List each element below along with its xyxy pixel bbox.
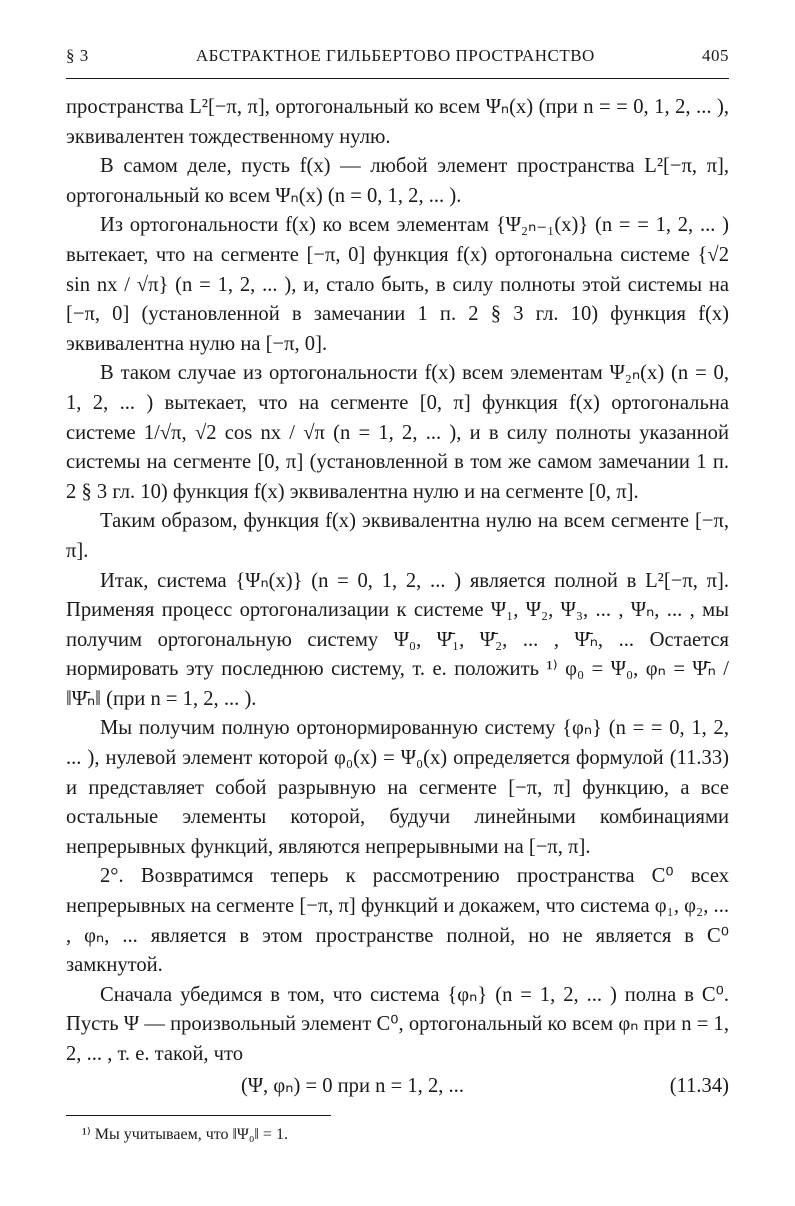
paragraph: 2°. Возвратимся теперь к рассмотрению пространства C⁰ всех непрерывных на сегменте [−π, π] функций и докажем, что система φ₁, φ₂, ... , φₙ, ... является в этом пространстве полной, но не является в C⁰ замкнутой. bbox=[66, 865, 729, 977]
equation-number: (11.34) bbox=[669, 1074, 729, 1097]
footnote-rule bbox=[66, 1115, 331, 1116]
paragraph: Из ортогональности f(x) ко всем элементам {Ψ₂ₙ₋₁(x)} (n = = 1, 2, ... ) вытекает, что на сегменте [−π, 0] функция f(x) ортогональна системе {√2 sin nx / √π} (n = 1, 2, ... ), и, стало быть, в силу полноты этой системы на [−π, 0] (установленной в замечании 1 п. 2 § 3 гл. 10) функция f(x) эквивалентна нулю на [−π, 0]. bbox=[66, 214, 729, 355]
paragraph: Итак, система {Ψₙ(x)} (n = 0, 1, 2, ... ) является полной в L²[−π, π]. Применяя процесс ортогонализации к системе Ψ₁, Ψ₂, Ψ₃, ... , Ψₙ, ... , мы получим ортогональную систему Ψ₀, Ψ̄₁, Ψ̄₂, ... , Ψ̄ₙ, ... Остается нормировать эту последнюю систему, т. е. положить ¹⁾ φ₀ = Ψ₀, φₙ = Ψ̄ₙ / ‖Ψ̄ₙ‖ (при n = 1, 2, ... ). bbox=[66, 569, 729, 710]
paragraph: В самом деле, пусть f(x) — любой элемент пространства L²[−π, π], ортогональный ко всем Ψₙ(x) (n = 0, 1, 2, ... ). bbox=[66, 155, 729, 207]
body-text bbox=[66, 93, 729, 1101]
footnote: ¹⁾ Мы учитываем, что ‖Ψ₀‖ = 1. bbox=[82, 1126, 288, 1144]
running-header bbox=[66, 46, 729, 79]
paragraph: В таком случае из ортогональности f(x) всем элементам Ψ₂ₙ(x) (n = 0, 1, 2, ... ) вытекает, что на сегменте [0, π] функция f(x) ортогональна системе 1/√π, √2 cos nx / √π (n = 1, 2, ... ), и в силу полноты указанной системы на сегменте [0, π] (установленной в том же самом замечании 1 п. 2 § 3 гл. 10) функция f(x) эквивалентна нулю и на сегменте [0, π]. bbox=[66, 362, 729, 503]
page-number: 405 bbox=[701, 46, 729, 65]
page bbox=[66, 46, 729, 1144]
paragraph: пространства L²[−π, π], ортогональный ко всем Ψₙ(x) (при n = = 0, 1, 2, ... ), эквивалентен тождественному нулю. bbox=[66, 96, 729, 148]
display-equation bbox=[66, 1072, 729, 1102]
paragraph: Сначала убедимся в том, что система {φₙ} (n = 1, 2, ... ) полна в C⁰. Пусть Ψ — произвольный элемент C⁰, ортогональный ко всем φₙ при n = 1, 2, ... , т. е. такой, что bbox=[66, 983, 729, 1065]
equation-body: (Ψ, φₙ) = 0 при n = 1, 2, ... bbox=[241, 1074, 464, 1097]
section-number: § 3 bbox=[66, 46, 89, 65]
paragraph: Таким образом, функция f(x) эквивалентна нулю на всем сегменте [−π, π]. bbox=[66, 510, 729, 562]
paragraph: Мы получим полную ортонормированную систему {φₙ} (n = = 0, 1, 2, ... ), нулевой элемент которой φ₀(x) = Ψ₀(x) определяется формулой (11.33) и представляет собой разрывную на сегменте [−π, π] функцию, а все остальные элементы которой, будучи линейными комбинациями непрерывных функций, являются непрерывными на [−π, π]. bbox=[66, 717, 729, 858]
section-title: АБСТРАКТНОЕ ГИЛЬБЕРТОВО ПРОСТРАНСТВО bbox=[195, 46, 595, 65]
